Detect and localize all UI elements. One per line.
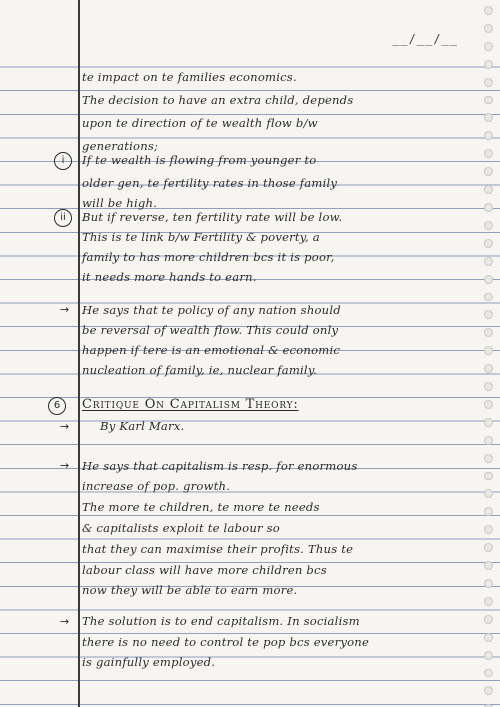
- arrow-marker: →: [60, 303, 70, 316]
- list-marker-i: i: [54, 152, 72, 170]
- text-line: now they will be able to earn more.: [82, 583, 298, 597]
- text-line: it needs more hands to earn.: [82, 270, 257, 284]
- text-line: The more te children, te more te needs: [82, 500, 320, 514]
- text-line: increase of pop. growth.: [82, 479, 231, 493]
- text-line: But if reverse, ten fertility rate will be low.: [82, 210, 343, 224]
- text-line: & capitalists exploit te labour so: [82, 521, 280, 535]
- text-line: te impact on te families economics.: [82, 70, 297, 84]
- text-line: upon te direction of te wealth flow b/w: [82, 116, 318, 130]
- page-header-band: [0, 0, 500, 60]
- date-field: __/__/__: [392, 32, 458, 46]
- text-line: nucleation of family, ie, nuclear family.: [82, 363, 317, 377]
- arrow-marker: →: [60, 420, 70, 433]
- text-line: happen if tere is an emotional & economic: [82, 343, 341, 357]
- text-line: By Karl Marx.: [100, 419, 185, 433]
- text-line: older gen, te fertility rates in those family: [82, 176, 338, 190]
- section-number: 6: [48, 397, 66, 415]
- text-line: If te wealth is flowing from younger to: [82, 153, 317, 167]
- text-line: This is te link b/w Fertility & poverty, a: [82, 230, 320, 244]
- text-line: He says that te policy of any nation should: [82, 303, 341, 317]
- text-line: generations;: [82, 139, 159, 153]
- text-line: He says that capitalism is resp. for enormous: [82, 459, 358, 473]
- text-line: that they can maximise their profits. Thus te: [82, 542, 354, 556]
- margin-line: [78, 0, 80, 707]
- arrow-marker: →: [60, 459, 70, 472]
- text-line: family to has more children bcs it is poor,: [82, 250, 335, 264]
- spiral-binding: [484, 0, 494, 707]
- arrow-marker: →: [60, 615, 70, 628]
- list-marker-ii: ii: [54, 209, 72, 227]
- text-line: labour class will have more children bcs: [82, 563, 327, 577]
- text-line: The decision to have an extra child, depends: [82, 93, 354, 107]
- text-line: is gainfully employed.: [82, 655, 216, 669]
- text-line: will be high.: [82, 196, 158, 210]
- section-heading: Critique On Capitalism Theory:: [82, 397, 299, 412]
- text-line: there is no need to control te pop bcs everyone: [82, 635, 370, 649]
- text-line: be reversal of wealth flow. This could only: [82, 323, 339, 337]
- text-line: The solution is to end capitalism. In socialism: [82, 614, 360, 628]
